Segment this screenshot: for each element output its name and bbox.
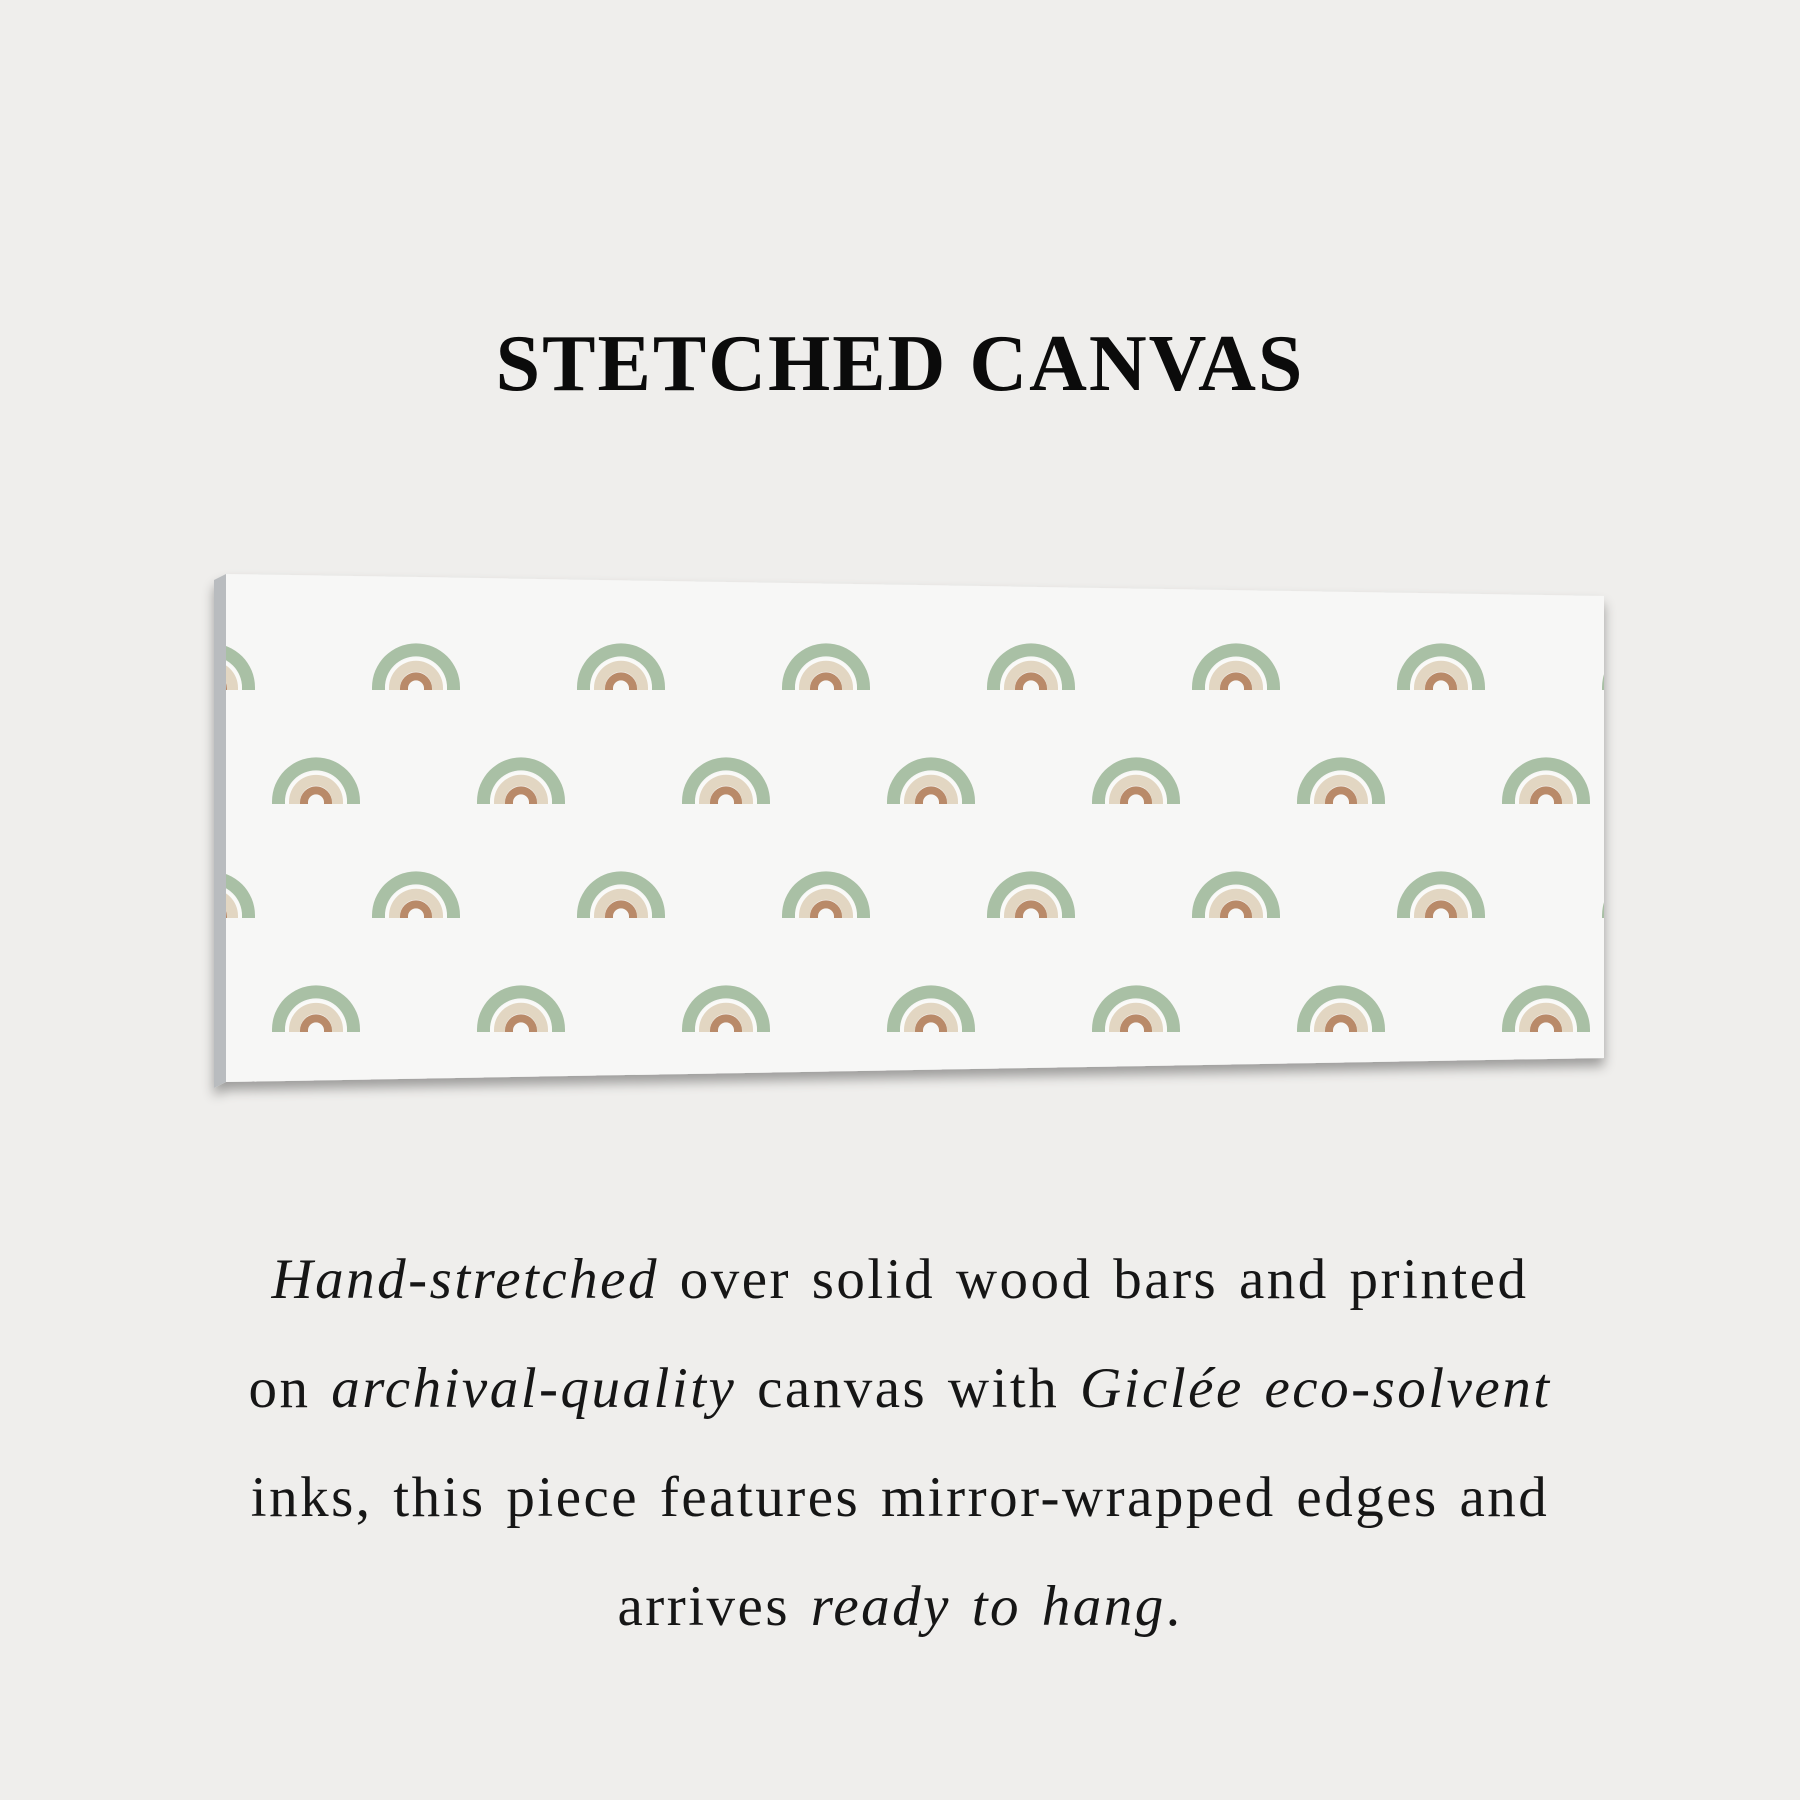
rainbow-motif <box>0 643 50 690</box>
rainbow-motif <box>1707 757 1795 804</box>
emphasis-ready-to-hang: ready to hang <box>810 1575 1166 1638</box>
emphasis-hand-stretched: Hand-stretched <box>271 1248 659 1311</box>
description-line-3: inks, this piece features mirror-wrapped edges and <box>250 1466 1550 1529</box>
rainbow-motif <box>0 871 50 918</box>
emphasis-archival-quality: archival-quality <box>331 1357 737 1420</box>
emphasis-giclee-eco-solvent: Giclée eco-solvent <box>1080 1357 1552 1420</box>
product-description <box>150 1225 1650 1661</box>
description-line-1: Hand-stretched over solid wood bars and printed <box>271 1248 1529 1311</box>
rainbow-motif <box>67 985 155 1032</box>
rainbow-motif <box>1707 985 1795 1032</box>
stretched-canvas-print <box>214 574 1604 1090</box>
canvas-artwork <box>214 574 1604 1090</box>
canvas-side-edge <box>214 574 226 1088</box>
description-line-4: arrives ready to hang. <box>617 1575 1183 1638</box>
description-line-2: on archival-quality canvas with Giclée eco-solvent <box>248 1357 1552 1420</box>
rainbow-motif <box>1602 871 1690 918</box>
rainbow-motif <box>67 757 155 804</box>
page-title: STETCHED CANVAS <box>495 320 1305 408</box>
rainbow-motif <box>1602 643 1690 690</box>
